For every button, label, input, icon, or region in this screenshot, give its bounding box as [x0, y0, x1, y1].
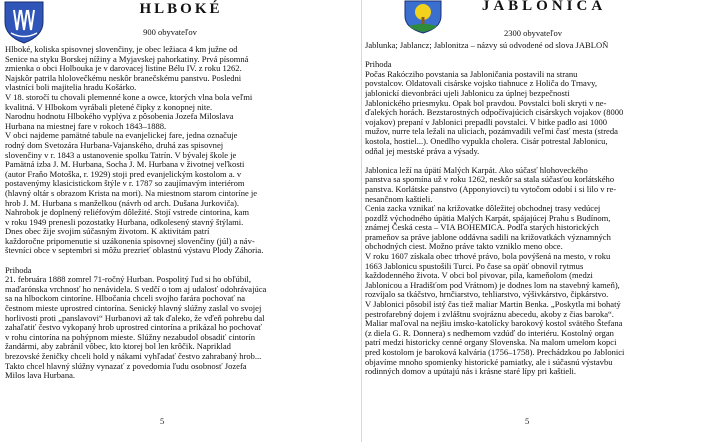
text-line: hrob J. M. Hurbana s manželkou (návrh od arch. Dušana Jurkoviča). — [5, 198, 240, 208]
text-line: Nahrobok je doplnený reliéfovým dôležité. Stojí vstrede cintorina, kam — [5, 208, 249, 218]
text-line: Dnes obec žije svojim súčasným životom. K aktivitám patrí — [5, 227, 210, 237]
text-line: (z diela G. R. Donnera) s nedhemom vzdúď do interiéru. Kostolný organ — [365, 328, 614, 338]
text-line: povstalcov. Oldatovali cisárske vojsko tiahnuce z Holiča do Trnavy, — [365, 79, 597, 89]
population-count: 2300 obyvateľov — [504, 28, 562, 38]
article-body — [5, 45, 343, 381]
text-line: kvalitná. V Hlbokom vyrábali pletené čipky z konopnej nite. — [5, 102, 213, 112]
text-line: vojakov) prepaní v Jablonici prepadli povstalci. V bitke padlo asi 1000 — [365, 117, 608, 127]
text-line: Narodnu hodnotu Hlbokého vyplýva z pôsobenia Jozefa Miloslava — [5, 112, 234, 122]
text-line: rozvíjalo sa tkáčstvo, hrnčiarstvo, tehliarstvo, výšivkárstvo, čipkárstvo. — [365, 290, 609, 300]
text-line: vlastníci boli majitelia hradu Košárko. — [5, 83, 137, 93]
page-divider — [361, 0, 362, 442]
text-line: V obci najdeme pamätné tabule na evanjelickej fare, jedna označuje — [5, 131, 238, 141]
text-line: Hurbana na miestnej fare v rokoch 1843–1888. — [5, 121, 167, 131]
text-line: horlivosti proti „panslavovi“ Hurbanovi až tak ďaleko, že vďeň pohrebu dal — [5, 313, 265, 323]
text-line: postavenýmy klasicistickom štýle v r. 1787 so zaujímavým interiérom — [5, 179, 245, 189]
text-line: rodinných domov a upútajú nás i krásne staré lípy pri kaštieli. — [365, 367, 577, 377]
text-line: 1663 Jablonicu spustošili Turci. Po čase sa opäť obnovil rytmus — [365, 261, 584, 271]
text-line: pozdĺž východného úpätia Malých Karpát, spájajúcej Prahu s Budínom, — [365, 213, 611, 223]
text-line: panstva. Korlátske panstvo (Apponyiovci) tu vytočom odobí i si lilo v re- — [365, 184, 617, 194]
text-line: (autor Fraňo Motoška, r. 1929) stoji pred evanjelickým kostolom a. v — [5, 169, 242, 179]
text-line: mužov, nurre tela ležali na uliciach, pozámvadili veľmi časť mesta (streda — [365, 127, 618, 137]
text-line: nesančnom kaštieli. — [365, 194, 433, 204]
text-line: každodenného života. V obci bol pivovar, pila, kameňolom (medzi — [365, 271, 593, 281]
text-line: Senice na styku Borskej nížiny a Myjavskej pahorkatiny. Prvá písomná — [5, 54, 249, 64]
text-line: 21. februára 1888 zomrel 71-ročný Hurban. Pospolitý ľud si ho obľúbil, — [5, 275, 251, 285]
text-line: Milos lava Hurbana. — [5, 371, 76, 381]
population-count: 900 obyvateľov — [143, 27, 197, 37]
text-line: Jablunka; Jablancz; Jablonitza – názvy sú odvodené od slova JABLOŇ — [365, 41, 609, 50]
text-line: maďarónska vrchnosť ho nenávidela. S vedčí o tom aj udalosť odohrávajúca — [5, 284, 267, 294]
text-line: zahaľatiť čestvo vykopaný hrob uprostred cintorína a prikázal ho pochovať — [5, 323, 262, 333]
text-line: (hlavný oltár s obrazom Krista na mori). Na miestnom starom cintoríne je — [5, 188, 258, 198]
text-line: V 18. storočí tu chovali plemenné kone a owce, ktorých vlna bola veľmi — [5, 92, 253, 102]
text-line: pred kostolom je baroková kalvária (1756–1758). Prechádzkou po Jablonici — [365, 348, 625, 357]
text-line: Hlboké, koliska spisovnej slovenčiny, je obec ležiaca 4 km južne od — [5, 45, 238, 54]
text-line: odňal jej mestské práva a výsady. — [365, 146, 480, 156]
text-line: panstva sa spomína už v roku 1262, neskôr sa stala súčasťou korlátského — [365, 175, 615, 185]
text-line: známej Česká cesta – VIA BOHEMICA. Podľa starých historických — [365, 223, 599, 233]
text-line: pestrofarebný dojem i zvláštnu svojráznu abecedu, akoby z čias baroka“. — [365, 309, 614, 319]
page-number: 5 — [525, 416, 530, 426]
text-line: slovenčiny v r. 1843 a ustanovenie spolku Tatrín. V bývalej škole je — [5, 150, 237, 160]
left-page — [0, 0, 362, 442]
text-line: Najskôr patrila hlolovečkému neskôr branečskému panstvu. Posledni — [5, 73, 242, 83]
page-title: HLBOKÉ — [139, 1, 223, 17]
text-line: čestnom mieste uprostred cintorína. Senický hlavný slúžny zaslal vo svojej — [5, 304, 262, 314]
text-line: Maliar maľoval na nejšiu imsko-katolícky barokový kostol svätého Štefana — [365, 319, 623, 329]
text-line: v rohu cintorína na pohýpnom mieste. Slúžny nezabudol obsadiť cintorín — [5, 332, 256, 342]
section-heading: Prihoda — [365, 60, 392, 70]
blank-line — [365, 156, 717, 166]
text-line: Jablonického priesmyku. Opak bol pravdou. Povstalci boli skryti v ne- — [365, 98, 607, 108]
blank-line — [365, 51, 717, 61]
text-line: zmienka o obci Holbouka je v darovacej listine Bélu IV. z roku 1262. — [5, 64, 242, 74]
article-body — [365, 41, 717, 377]
text-line: števníci obce v septembri si môžu prezrieť oblastnú výstavu Plody Záhoria. — [5, 246, 264, 256]
text-line: žandármi, aby zabránil vôbec, kto ktorej bol len krôčik. Napriklad — [5, 342, 231, 352]
text-line: Jablonica leží na úpätí Malých Karpát. Ako súčasť hlohoveckého — [365, 165, 588, 175]
section-heading: Prihoda — [5, 265, 32, 275]
page-title: JABLONICA — [481, 0, 607, 14]
text-line: v roku 1949 prenesli pozostatky Hurbana, odkolesený stavný štýlami. — [5, 217, 244, 227]
text-line: rodný dom Svetozára Hurbana-Vajanského, druhá zas spisovnej — [5, 140, 224, 150]
text-line: obchodných ciest. Možno práve takto vzniklo meno obce. — [365, 242, 563, 252]
text-line: ďalekých horách. Bezstarostných odpočívajúcich cisárskych vojakov (8000 — [365, 108, 624, 118]
page-number: 5 — [160, 416, 165, 426]
right-page — [363, 0, 725, 442]
text-line: jablonickí dievonbráci ujeli Jablonicu za úplnej bezpečnosti — [365, 88, 570, 98]
text-line: patrí medzi historicky cenné organy Slovenska. Na malom umelom kopci — [365, 338, 617, 348]
text-line: objavíme mnoho spomienky historické pamiatky, ale i súčasnú výstavbu — [365, 357, 613, 367]
text-line: Pamätná izba J. M. Hurbana, Socha J. M. Hurbana v životnej veľkosti — [5, 160, 245, 170]
text-line: Počas Rakócziho povstania sa Jabloničania postavili na stranu — [365, 69, 578, 79]
text-line: brezovské ženičky chceli hold y nákami vyhľadať čestvo zahrabaný hrob... — [5, 352, 262, 361]
text-line: V Jablonici pôsobil istý čas tiež maliar Martin Benka. „Poskytla mi bohatý — [365, 300, 621, 310]
text-line: sa na hlbockom cintoríne. Hlbočania chceli svojho farára pochovať na — [5, 294, 246, 304]
text-line: Takto chcel hlavný slúžny vynazať z povedomia ľudu osobnosť Jozefa — [5, 361, 247, 371]
text-line: každoročne pripomenutie si uzákonenia spisovnej slovenčiny (júl) a náv- — [5, 236, 255, 246]
blank-line — [5, 256, 343, 266]
text-line: Cenia zacka vznikať na križovatke dôležitej obchodnej trasy vedúcej — [365, 204, 601, 214]
text-line: Jablonicou a Hradišťom pod Vrátnom) je dodnes lom na stavebný kameň), — [365, 280, 620, 290]
text-line: V roku 1607 získala obec trhové právo, bola povýšená na mesto, v roku — [365, 252, 611, 262]
text-line: prameňov sa práve jablone oddávna sadili na križovatkách významných — [365, 232, 611, 242]
text-line: kostola, hostiel...). Onedlho vypukla cholera. Cisár potrestal Jablonicu, — [365, 136, 608, 146]
